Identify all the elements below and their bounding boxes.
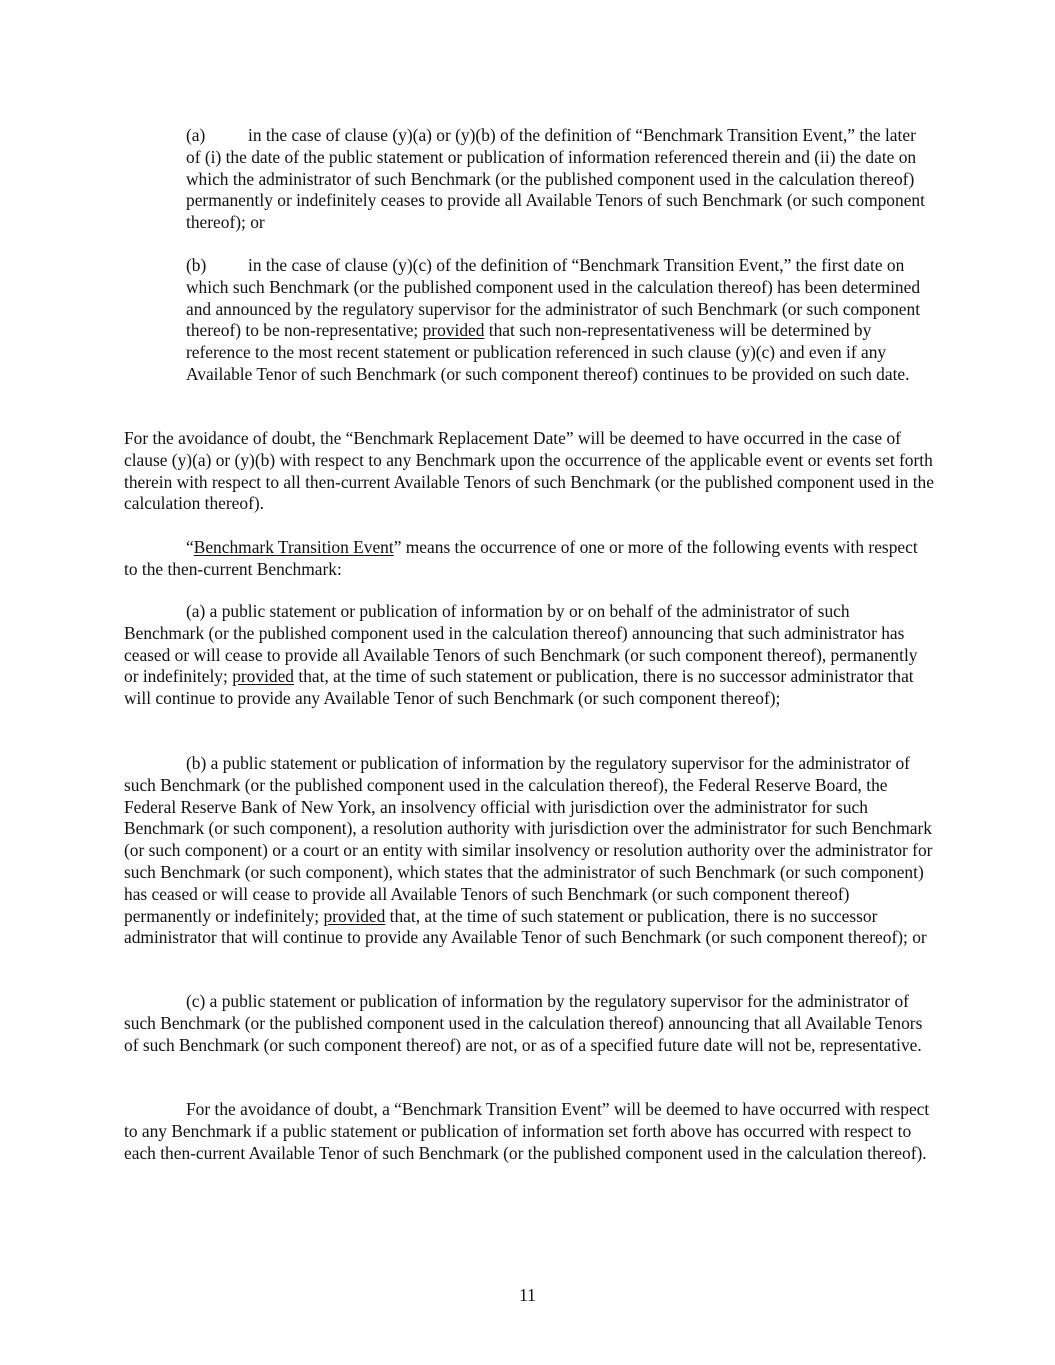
event-b-provided: provided	[323, 905, 386, 926]
clause-b-provided: provided	[422, 320, 485, 341]
event-a-paragraph	[124, 601, 934, 710]
clause-a-paragraph	[186, 125, 934, 234]
avoidance-replacement-date-paragraph: For the avoidance of doubt, the “Benchmark Replacement Date” will be deemed to have occurred in the case of clause (y)(a) or (y)(b) with respect to any Benchmark upon the occurrence of the applicable event or events set forth therein with respect to all then-current Available Tenors of such Benchmark (or the published component used in the calculation thereof).	[124, 428, 934, 514]
clause-b-text-before: in the case of clause (y)(c) of the definition of “Benchmark Transition Event,” the first date on which such Benchmark (or the published component used in the calculation thereof) has been determined and announced by the regulatory supervisor for the administrator of such Benchmark (or such component thereof) to be non-representative;	[186, 255, 921, 341]
avoidance-transition-event-paragraph: For the avoidance of doubt, a “Benchmark Transition Event” will be deemed to have occurred with respect to any Benchmark if a public statement or publication of information set forth above has occurred with respect to each then-current Available Tenor of such Benchmark (or the published component used in the calculation thereof).	[124, 1099, 930, 1163]
event-a-text-after: that, at the time of such statement or publication, there is no successor administrator that will continue to provide any Available Tenor of such Benchmark (or such component thereof);	[124, 666, 914, 709]
event-b-paragraph	[124, 753, 934, 949]
clause-b-paragraph	[186, 255, 934, 386]
event-a-provided: provided	[232, 666, 295, 687]
clause-a-label: (a)	[186, 125, 206, 145]
page-number: 11	[519, 1285, 536, 1305]
definition-paragraph	[124, 537, 934, 581]
clause-a-text: in the case of clause (y)(a) or (y)(b) of the definition of “Benchmark Transition Event,” the later of (i) the date of the public statement or publication of information referenced therein and (ii) the date on which the administrator of such Benchmark (or the published component used in the calculation thereof) permanently or indefinitely ceases to provide all Available Tenors of such Benchmark (or such component thereof); or	[186, 125, 925, 233]
clause-b-label: (b)	[186, 255, 207, 275]
event-a-text-before: (a) a public statement or publication of information by or on behalf of the administrator of such Benchmark (or the published component used in the calculation thereof) announcing that such administrator has ceased or will cease to provide all Available Tenors of such Benchmark (or such component thereof), permanently or indefinitely;	[124, 601, 918, 687]
event-c-paragraph: (c) a public statement or publication of information by the regulatory supervisor for the administrator of such Benchmark (or the published component used in the calculation thereof) announcing that all Available Tenors of such Benchmark (or such component thereof) are not, or as of a specified future date will not be, representative.	[124, 991, 923, 1055]
defined-term: Benchmark Transition Event	[193, 537, 394, 557]
definition-open-quote: “	[186, 537, 194, 557]
clause-b-text-after: that such non-representativeness will be determined by reference to the most recent statement or publication referenced in such clause (y)(c) and even if any Available Tenor of such Benchmark (or such component thereof) continues to be provided on such date.	[186, 320, 910, 384]
event-b-text-before: (b) a public statement or publication of information by the regulatory supervisor for the administrator of such Benchmark (or the published component used in the calculation thereof), the Federal Reserve Board, the Federal Reserve Bank of New York, an insolvency official with jurisdiction over the administrator for such Benchmark (or such component), a resolution authority with jurisdiction over the administrator for such Benchmark (or such component) or a court or an entity with similar insolvency or resolution authority over the administrator for such Benchmark (or such component), which states that the administrator of such Benchmark (or such component) has ceased or will cease to provide all Available Tenors of such Benchmark (or such component thereof) permanently or indefinitely;	[124, 753, 933, 926]
definition-text: ” means the occurrence of one or more of the following events with respect to the then-current Benchmark:	[124, 537, 918, 579]
event-b-text-after: that, at the time of such statement or publication, there is no successor administrator that will continue to provide any Available Tenor of such Benchmark (or such component thereof); or	[124, 905, 927, 948]
